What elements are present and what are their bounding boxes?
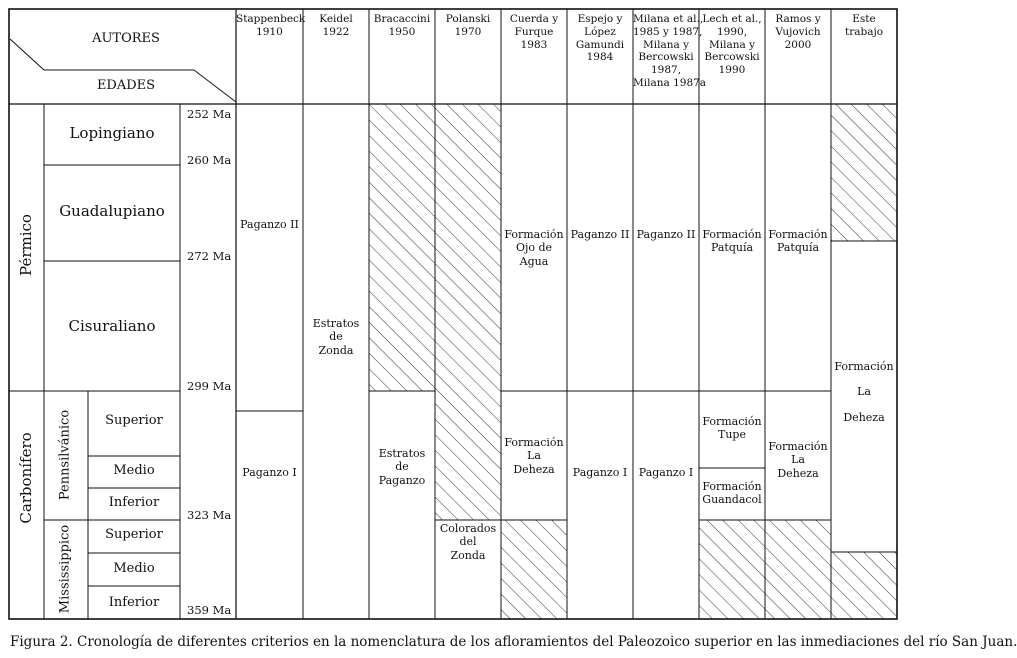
unit-lech-guandacol: Formación Guandacol (702, 480, 762, 507)
unit-ramos-bottom: Formación La Deheza (768, 440, 828, 480)
epoch-guadalupiano: Guadalupiano (59, 202, 165, 220)
author-column-header: Lech et al., 1990, Milana y Bercowski 1990 (702, 13, 762, 77)
age-label: 260 Ma (187, 153, 232, 167)
author-column-header: Keidel 1922 (319, 13, 353, 38)
hatch-polanski (435, 104, 501, 520)
unit-polanski: Colorados del Zonda (439, 522, 497, 562)
edades-label: EDADES (96, 78, 156, 93)
author-column-header: Este trabajo (844, 13, 884, 38)
period-permico: Pérmico (17, 214, 35, 276)
epoch-penn-inferior: Inferior (108, 495, 160, 510)
subperiod-mississippico: Mississippico (57, 524, 73, 614)
epoch-lopingiano: Lopingiano (69, 124, 155, 142)
age-label: 252 Ma (187, 107, 232, 121)
unit-bracaccini: Estratos de Paganzo (378, 447, 426, 487)
age-label: 299 Ma (187, 379, 232, 393)
author-column-header: Milana et al., 1985 y 1987, Milana y Bercowski 1987, Milana 1987a (633, 13, 707, 89)
unit-espejo-bottom: Paganzo I (572, 466, 628, 479)
hatch-este-bottom (831, 552, 897, 619)
subperiod-pennsylvanico: Pennsilvánico (57, 409, 73, 501)
author-column-header: Stappenbeck 1910 (236, 13, 306, 38)
age-label: 323 Ma (187, 508, 232, 522)
unit-cuerda-bottom: Formación La Deheza (504, 436, 564, 476)
hatch-este-top (831, 104, 897, 241)
figure-caption: Figura 2. Cronología de diferentes criterios en la nomenclatura de los afloramientos del Paleozoico superior en las inmediaciones del río San Juan. (10, 634, 1017, 650)
unit-milana-top: Paganzo II (636, 228, 696, 241)
hatch-cuerda-bottom (501, 520, 567, 619)
unit-lech-tupe: Formación Tupe (702, 415, 762, 442)
unit-espejo-top: Paganzo II (570, 228, 630, 241)
author-column-header: Cuerda y Furque 1983 (509, 13, 559, 51)
unit-stappenbeck-top: Paganzo II (240, 218, 299, 231)
period-carbonifero: Carbonífero (17, 432, 35, 524)
epoch-miss-medio: Medio (113, 561, 155, 576)
author-column-header: Polanski 1970 (445, 13, 491, 38)
autores-label: AUTORES (92, 31, 160, 46)
unit-keidel: Estratos de Zonda (312, 317, 360, 357)
epoch-miss-superior: Superior (105, 527, 163, 542)
author-column-header: Espejo y López Gamundi 1984 (575, 13, 625, 64)
unit-lech-top: Formación Patquía (702, 228, 762, 255)
unit-cuerda-top: Formación Ojo de Agua (504, 228, 564, 268)
hatch-ramos-bottom (765, 520, 831, 619)
author-column-header: Bracaccini 1950 (373, 13, 431, 38)
epoch-miss-inferior: Inferior (108, 595, 160, 610)
epoch-penn-superior: Superior (105, 413, 163, 428)
unit-este-trabajo: Formación La Deheza (834, 360, 894, 424)
age-label: 272 Ma (187, 249, 232, 263)
age-label: 359 Ma (187, 603, 232, 617)
unit-milana-bottom: Paganzo I (638, 466, 694, 479)
hatch-lech-bottom (699, 520, 765, 619)
epoch-penn-medio: Medio (113, 463, 155, 478)
epoch-cisuraliano: Cisuraliano (68, 317, 156, 335)
unit-ramos-top: Formación Patquía (768, 228, 828, 255)
author-column-header: Ramos y Vujovich 2000 (775, 13, 821, 51)
hatch-bracaccini (369, 104, 435, 391)
unit-stappenbeck-bottom: Paganzo I (242, 466, 297, 479)
